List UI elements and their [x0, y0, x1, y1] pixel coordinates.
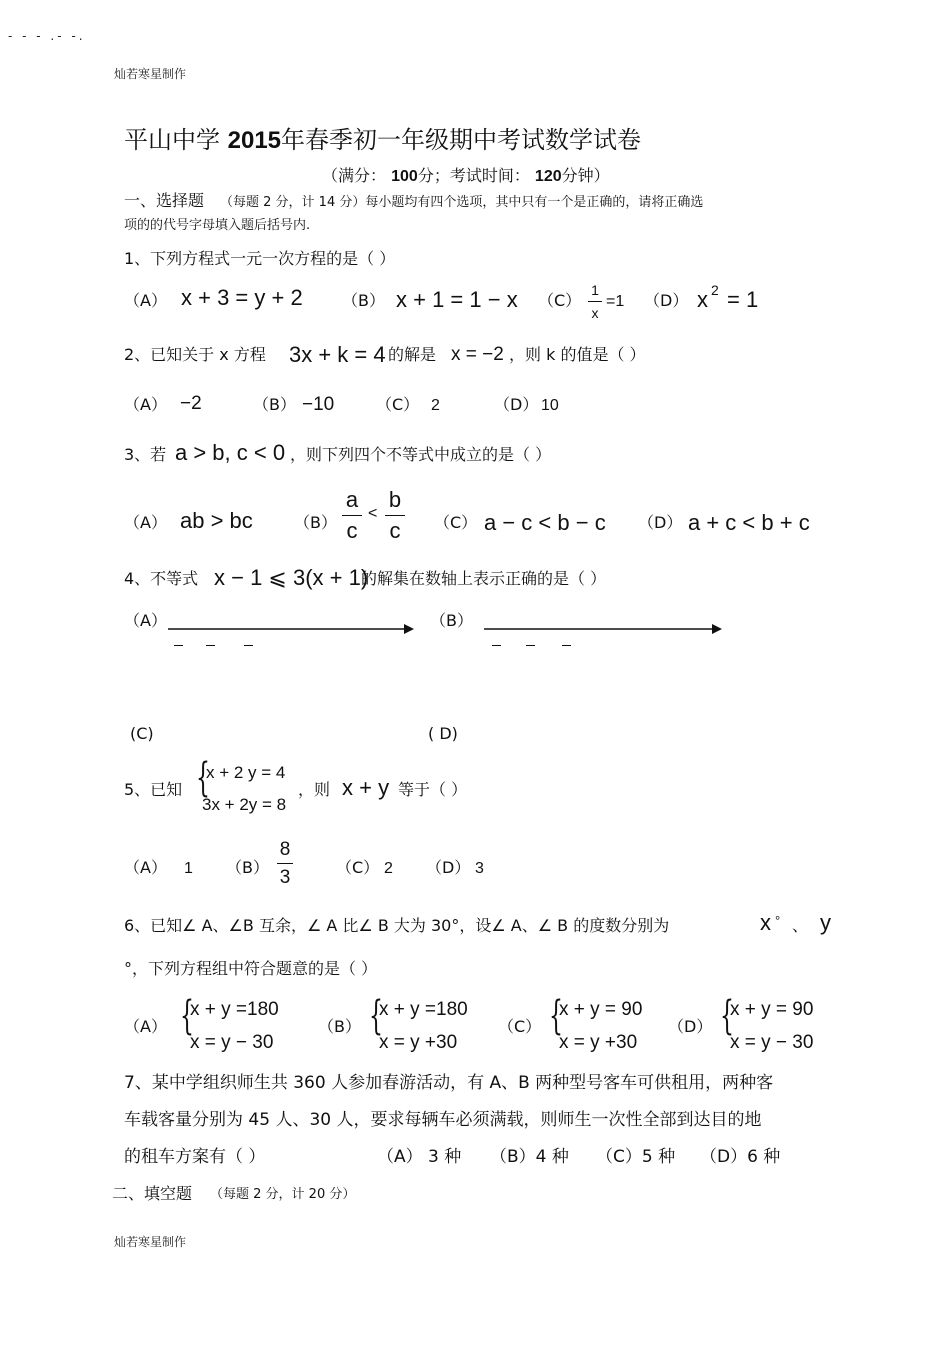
q6-stem-line2: °，下列方程组中符合题意的是（ ） — [124, 959, 378, 978]
top-marks: - - - .- -. — [8, 29, 86, 43]
q1-d-base: x — [697, 287, 708, 312]
q1-stem: 1、下列方程式一元一次方程的是（ ） — [124, 249, 396, 268]
q5-eq1: x + 2 y = 4 — [206, 763, 286, 782]
q3-b-fraction-right — [385, 489, 405, 542]
q6-b-eq1: x + y =180 — [379, 999, 468, 1020]
q5-a-label: （A） — [124, 858, 167, 877]
watermark-top: 灿若寒星制作 — [114, 67, 187, 81]
q6-a-eq1: x + y =180 — [190, 999, 279, 1020]
q4-stem-p1: 4、不等式 — [124, 569, 199, 588]
q5-expression: x + y — [342, 775, 390, 800]
fraction-bar — [277, 863, 293, 864]
fraction-bar — [385, 515, 405, 516]
q7-line2: 车载客量分别为 45 人、30 人，要求每辆车必须满载，则师生一次性全部到达目的地 — [124, 1110, 762, 1130]
title-year: 2015 — [227, 127, 282, 154]
q1-a-label: （A） — [124, 291, 167, 310]
q2-c: 2 — [431, 397, 440, 414]
q6-b-label: （B） — [318, 1017, 361, 1036]
q2-d: 10 — [541, 397, 559, 414]
section1-heading: 一、选择题 — [124, 191, 205, 210]
q7-option-b: （B）4 种 — [490, 1147, 569, 1167]
q7-line3: 的租车方案有（ ） — [124, 1147, 266, 1167]
q3-b-denominator-left: c — [346, 518, 358, 543]
q6-d-label: （D） — [668, 1017, 713, 1036]
q4-d-label: ( D) — [428, 724, 458, 743]
q5-d: 3 — [475, 860, 484, 877]
tick — [174, 645, 183, 646]
q5-brace: { — [196, 755, 210, 801]
q3-a: ab > bc — [180, 508, 253, 533]
section1-note: （每题 2 分，计 14 分）每小题均有四个选项，其中只有一个是正确的，请将正确选 — [220, 195, 704, 210]
subtitle-p2: 分；考试时间： — [417, 166, 530, 185]
q6-d-brace: { — [720, 993, 734, 1039]
subtitle-p3: 分钟） — [561, 166, 610, 185]
q3-stem-p1: 3、若 — [124, 445, 167, 464]
q7-option-c: （C）5 种 — [596, 1147, 676, 1167]
q5-stem-p2: ，则 — [298, 780, 331, 799]
q5-c: 2 — [384, 860, 393, 877]
q2-solution: x = −2 — [451, 344, 504, 365]
title-suffix: 年春季初一年级期中考试数学试卷 — [281, 126, 642, 154]
q6-var-x: x — [760, 910, 771, 935]
q1-d-rhs: = 1 — [727, 287, 759, 312]
q1-c-rhs: =1 — [606, 293, 625, 310]
q4-a-number-line — [168, 620, 414, 650]
q1-d-exponent: 2 — [711, 282, 719, 298]
q6-var-y: y — [820, 910, 831, 935]
q2-equation: 3x + k = 4 — [289, 342, 386, 367]
q2-a-label: （A） — [124, 395, 167, 414]
q6-stem-p1: 6、已知∠ A、∠B 互余，∠ A 比∠ B 大为 30°，设∠ A、∠ B 的度数分别为 — [124, 916, 670, 935]
q5-c-label: （C） — [336, 858, 380, 877]
q5-b-fraction — [277, 840, 293, 887]
q3-b-numerator-left: a — [345, 487, 359, 512]
q6-c-label: （C） — [498, 1017, 542, 1036]
q2-d-label: （D） — [494, 395, 539, 414]
q6-c-eq1: x + y = 90 — [559, 999, 643, 1020]
q5-stem-p1: 5、已知 — [124, 780, 183, 799]
q3-b-denominator-right: c — [389, 518, 401, 543]
q2-b: −10 — [302, 394, 335, 415]
q1-a-equation: x + 3 = y + 2 — [181, 285, 303, 310]
q3-c-label: （C） — [434, 513, 478, 532]
q3-b-numerator-right: b — [388, 487, 402, 512]
q6-a-brace: { — [180, 993, 194, 1039]
q4-b-label: （B） — [430, 611, 473, 630]
q3-stem-p2: ，则下列四个不等式中成立的是（ ） — [290, 445, 552, 464]
q5-stem-p3: 等于（ ） — [398, 780, 468, 799]
q1-b-label: （B） — [342, 291, 385, 310]
q4-a-label: （A） — [124, 611, 167, 630]
q2-stem-p1: 2、已知关于 x 方程 — [124, 345, 266, 364]
q3-b-operator: < — [368, 505, 378, 522]
q2-stem-p3: ，则 k 的值是（ ） — [509, 345, 646, 364]
tick — [526, 645, 535, 646]
subtitle-p1: （满分： — [322, 166, 387, 185]
q6-degree: ° — [775, 913, 781, 928]
q5-d-label: （D） — [426, 858, 471, 877]
q5-b-numerator: 8 — [279, 839, 291, 860]
q4-c-label: (C) — [130, 724, 154, 743]
fraction-bar — [342, 515, 362, 516]
section2-heading: 二、填空题 — [112, 1184, 193, 1203]
fraction-bar — [588, 301, 602, 302]
q5-a: 1 — [184, 860, 193, 877]
watermark-bottom: 灿若寒星制作 — [114, 1235, 187, 1249]
q6-c-eq2: x = y +30 — [559, 1032, 638, 1053]
q7-option-a: （A） 3 种 — [377, 1147, 462, 1167]
q5-b-label: （B） — [226, 858, 269, 877]
q1-c-fraction — [588, 283, 602, 320]
q4-b-number-line — [484, 620, 724, 650]
q6-d-eq2: x = y − 30 — [730, 1032, 814, 1053]
q6-b-brace: { — [369, 993, 383, 1039]
q3-b-label: （B） — [294, 513, 337, 532]
tick — [244, 645, 253, 646]
q6-b-eq2: x = y +30 — [379, 1032, 458, 1053]
q3-d-label: （D） — [638, 513, 683, 532]
subtitle-time: 120 — [534, 168, 562, 185]
tick — [492, 645, 501, 646]
subtitle-score: 100 — [391, 168, 418, 185]
q1-c-denominator: x — [591, 305, 599, 321]
q3-a-label: （A） — [124, 513, 167, 532]
q6-d-eq1: x + y = 90 — [730, 999, 814, 1020]
subtitle — [322, 168, 610, 185]
q6-c-brace: { — [549, 993, 563, 1039]
q3-b-fraction-left — [342, 489, 362, 542]
tick — [562, 645, 571, 646]
q2-a: −2 — [180, 393, 202, 414]
section1-note2: 项的的代号字母填入题后括号内. — [124, 218, 311, 233]
tick — [206, 645, 215, 646]
q5-b-denominator: 3 — [279, 867, 291, 888]
q6-a-label: （A） — [124, 1017, 167, 1036]
q2-b-label: （B） — [253, 395, 296, 414]
q3-c: a − c < b − c — [484, 510, 606, 535]
q4-inequality: x − 1 ⩽ 3(x + 1) — [214, 565, 369, 590]
q1-b-equation: x + 1 = 1 − x — [396, 287, 518, 312]
q5-eq2: 3x + 2y = 8 — [202, 795, 287, 814]
title-prefix: 平山中学 — [124, 126, 220, 154]
q1-d-label: （D） — [644, 291, 689, 310]
q3-d: a + c < b + c — [688, 510, 810, 535]
q7-line1: 7、某中学组织师生共 360 人参加春游活动，有 A、B 两种型号客车可供租用，两种客 — [124, 1073, 774, 1093]
q4-stem-p2: 的解集在数轴上表示正确的是（ ） — [361, 569, 607, 588]
q3-condition: a > b, c < 0 — [175, 440, 286, 465]
page-title — [124, 128, 641, 153]
q2-c-label: （C） — [376, 395, 420, 414]
section2-note: （每题 2 分，计 20 分） — [210, 1187, 356, 1202]
q1-c-numerator: 1 — [591, 282, 599, 298]
q2-stem-p2: 的解是 — [388, 345, 437, 364]
q7-option-d: （D）6 种 — [700, 1147, 781, 1167]
q6-a-eq2: x = y − 30 — [190, 1032, 274, 1053]
q6-separator: 、 — [792, 916, 809, 935]
q1-c-label: （C） — [538, 291, 582, 310]
